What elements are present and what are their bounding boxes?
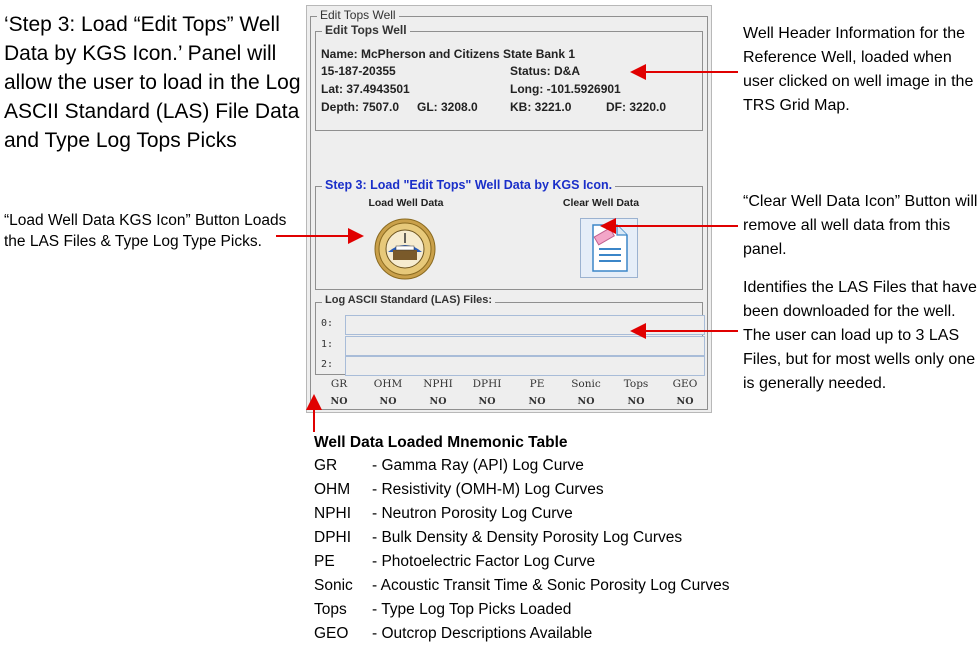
mnemonic-header: OHM xyxy=(373,378,403,390)
load-button-annotation: “Load Well Data KGS Icon” Button Loads the LAS Files & Type Log Type Picks. xyxy=(4,212,287,250)
mnemonic-code: Sonic xyxy=(314,577,353,594)
step3-title: Step 3: Load "Edit Tops" Well Data by KGS Icon. xyxy=(322,178,615,192)
las-row-label: 1: xyxy=(321,339,334,350)
well-header-annotation: Well Header Information for the Reference Well, loaded when user clicked on well image in the TRS Grid Map. xyxy=(743,25,974,114)
outer-group-title: Edit Tops Well xyxy=(317,8,399,22)
mnemonic-status: NO xyxy=(528,396,546,407)
mnemonic-desc: - Outcrop Descriptions Available xyxy=(372,625,593,642)
mnemonic-status: NO xyxy=(627,396,645,407)
mnemonic-desc: - Acoustic Transit Time & Sonic Porosity Log Curves xyxy=(372,577,730,594)
mnemonic-desc: - Neutron Porosity Log Curve xyxy=(372,505,573,522)
mnemonic-status: NO xyxy=(676,396,694,407)
mnemonic-header: PE xyxy=(529,378,545,390)
mnemonic-desc: - Photoelectric Factor Log Curve xyxy=(372,553,596,570)
well-df: DF: 3220.0 xyxy=(606,100,667,114)
mnemonic-header: GR xyxy=(330,378,348,390)
mnemonic-status: NO xyxy=(577,396,595,407)
mnemonic-desc: - Gamma Ray (API) Log Curve xyxy=(372,457,584,474)
mnemonic-code: PE xyxy=(314,553,335,570)
mnemonic-desc: - Resistivity (OMH-M) Log Curves xyxy=(372,481,604,498)
mnemonic-code: Tops xyxy=(314,601,347,618)
mnemonic-header: GEO xyxy=(672,378,698,390)
mnemonic-table-title: Well Data Loaded Mnemonic Table xyxy=(314,434,568,451)
las-files-annotation: Identifies the LAS Files that have been downloaded for the well. The user can load up to 3 LAS Files, but for most wells only one is generally needed. xyxy=(743,279,977,392)
mnemonic-code: OHM xyxy=(314,481,351,498)
step3-annotation: ‘Step 3: Load “Edit Tops” Well Data by KGS Icon.’ Panel will allow the user to load in the Log ASCII Standard (LAS) File Data and Type Log Tops Picks xyxy=(4,13,301,152)
mnemonic-status: NO xyxy=(330,396,348,407)
well-lat: Lat: 37.4943501 xyxy=(321,82,410,96)
mnemonic-code: NPHI xyxy=(314,505,352,522)
mnemonic-header: Tops xyxy=(623,378,649,390)
mnemonic-header: DPHI xyxy=(472,378,502,390)
well-depth: Depth: 7507.0 xyxy=(321,100,400,114)
well-long: Long: -101.5926901 xyxy=(510,82,621,96)
las-files-title: Log ASCII Standard (LAS) Files: xyxy=(322,294,495,306)
well-status: Status: D&A xyxy=(510,64,581,78)
well-api: 15-187-20355 xyxy=(321,64,396,78)
clear-well-data-label: Clear Well Data xyxy=(562,197,640,209)
well-gl: GL: 3208.0 xyxy=(417,100,478,114)
mnemonic-status: NO xyxy=(478,396,496,407)
mnemonic-code: DPHI xyxy=(314,529,352,546)
mnemonic-desc: - Type Log Top Picks Loaded xyxy=(372,601,572,618)
mnemonic-status: NO xyxy=(379,396,397,407)
las-row-label: 0: xyxy=(321,318,334,329)
mnemonic-desc: - Bulk Density & Density Porosity Log Curves xyxy=(372,529,683,546)
mnemonic-header: NPHI xyxy=(423,378,453,390)
well-header-group-title: Edit Tops Well xyxy=(322,23,410,37)
las-row-label: 2: xyxy=(321,359,334,370)
mnemonic-status: NO xyxy=(429,396,447,407)
clear-button-annotation: “Clear Well Data Icon” Button will remove all well data from this panel. xyxy=(743,193,978,258)
mnemonic-code: GR xyxy=(314,457,338,474)
well-kb: KB: 3221.0 xyxy=(510,100,572,114)
mnemonic-code: GEO xyxy=(314,625,349,642)
well-name: Name: McPherson and Citizens State Bank 1 xyxy=(321,47,576,61)
mnemonic-header: Sonic xyxy=(571,378,601,390)
load-well-data-label: Load Well Data xyxy=(368,197,444,209)
